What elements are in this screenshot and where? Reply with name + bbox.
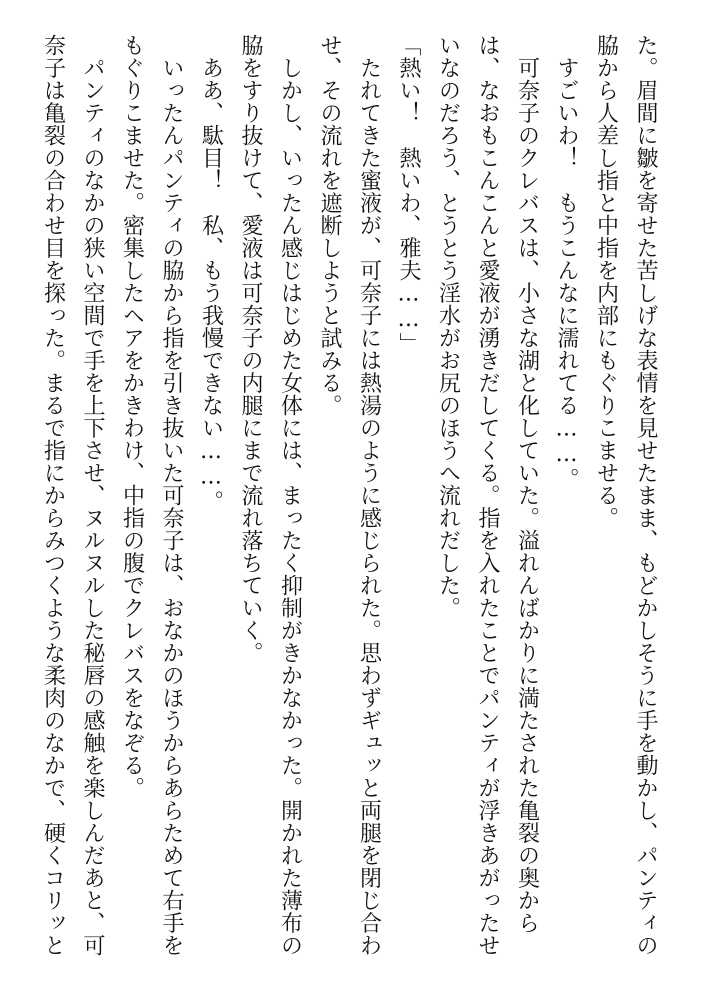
text-line: ああ、駄目！ 私、もう我慢できない……。	[198, 34, 224, 513]
text-line: は、なおもこんこんと愛液が湧きだしてくる。指を入れたことでパンティが浮きあがったせ	[475, 34, 500, 957]
text-line: せ、その流れを遮断しようと試みる。	[317, 34, 342, 417]
text-line: いなのだろう、とうとう淫水がお尻のほうへ流れだした。	[435, 34, 461, 619]
text-line: たれてきた蜜液が、可奈子には熱湯のように感じられた。思わずギュッと両腿を閉じ合わ	[356, 34, 382, 957]
text-line: しかし、いったん感じはじめた女体には、まったく抑制がきかなかった。開かれた薄布の	[277, 34, 303, 957]
text-line: た。眉間に皺を寄せた苦しげな表情を見せたまま、もどかしそうに手を動かし、パンティの	[633, 34, 658, 957]
text-line: いったんパンティの脇から指を引き抜いた可奈子は、おなかのほうからあらためて右手を	[159, 34, 184, 957]
text-line: 可奈子のクレバスは、小さな湖と化していた。溢れんばかりに満たされた亀裂の奥から	[514, 34, 540, 934]
text-line: 脇から人差し指と中指を内部にもぐりこませる。	[593, 34, 619, 529]
text-line: すごいわ！ もうこんなに濡れてる……。	[554, 34, 579, 490]
text-line: 脇をすり抜けて、愛液は可奈子の内腿にまで流れ落ちていく。	[238, 34, 263, 664]
text-line: パンティのなかの狭い空間で手を上下させ、ヌルヌルした秘唇の感触を楽しんだあと、可	[80, 34, 105, 957]
text-line: 奈子は亀裂の合わせ目を探った。まるで指にからみつくような柔肉のなかで、硬くコリッと	[40, 34, 66, 957]
text-line: もぐりこませた。密集したヘアをかきわけ、中指の腹でクレバスをなぞる。	[119, 34, 145, 799]
text-line: 「熱い！ 熱いわ、雅夫……」	[396, 34, 421, 355]
vertical-text-body	[25, 34, 665, 974]
